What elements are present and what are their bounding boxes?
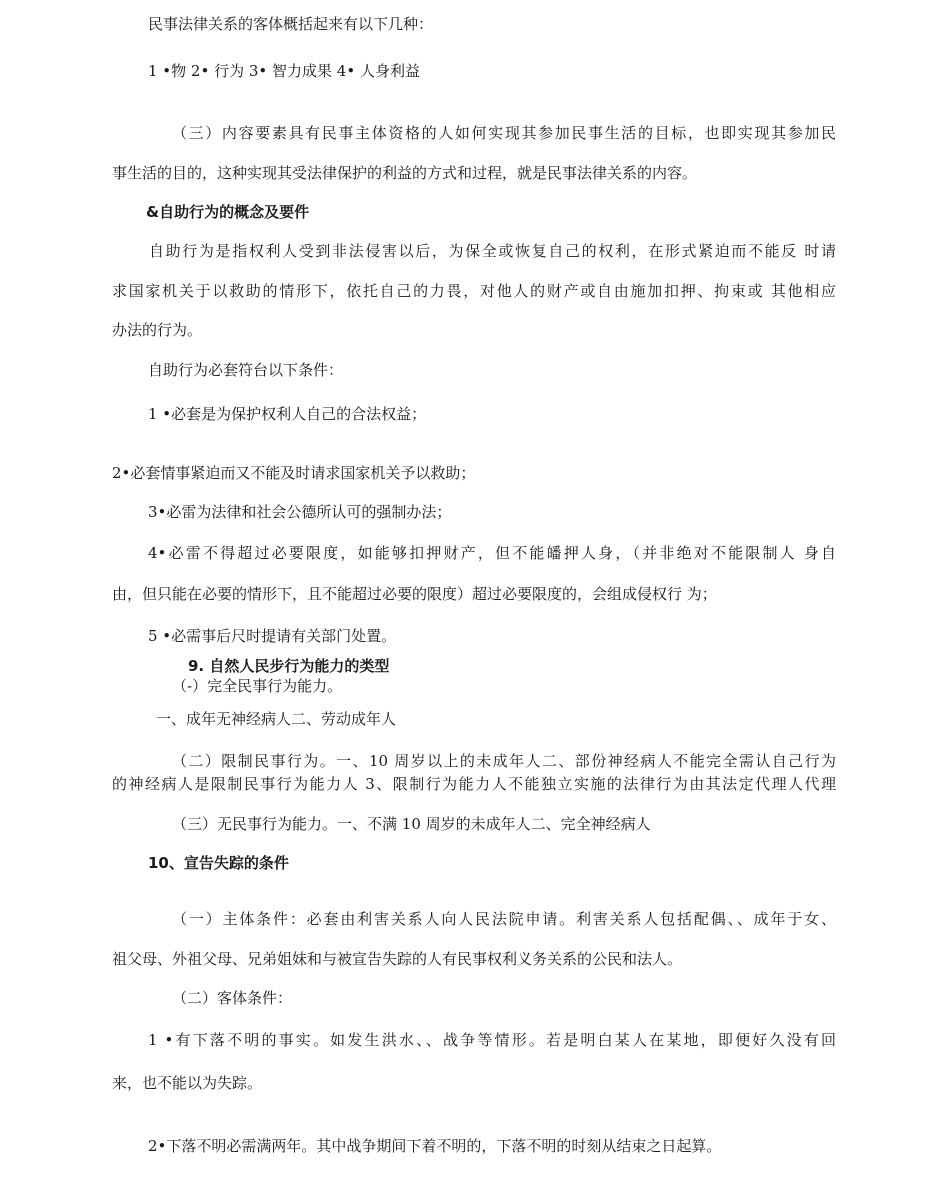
text-line: 5 •必需事后尺时提请有关部门处置。 [148,627,397,645]
text-line: （二）限制民事行为。一、10 周岁以上的未成年人二、部份神经病人不能完全需认自己行为 [172,752,836,770]
text-line: 祖父母、外祖父母、兄弟姐妹和与被宣告失踪的人有民事权利义务关系的公民和法人。 [112,950,683,968]
text-line: 1 •必套是为保护权利人自己的合法权益； [148,405,427,423]
text-line: 3•必雷为法律和社会公德所认可的强制办法； [148,503,452,521]
text-line: （一）主体条件：必套由利害关系人向人民法院申请。利害关系人包括配偶、、成年于女、 [172,910,836,928]
text-line: 2•下落不明必需满两年。其中战争期间下着不明的，下落不明的时刻从结束之日起算。 [148,1137,722,1155]
text-line: 求国家机关于以救助的情形下，依托自己的力畏，对他人的财产或自由施加扣押、拘束或 其他相应 [112,282,836,300]
section-heading: &自助行为的概念及要件 [146,203,310,221]
text-line: 2•必套情事紧迫而又不能及时请求国家机关予以救助； [112,464,476,482]
section-heading: 9. 自然人民步行为能力的类型 [188,657,390,675]
text-line: 自助行为必套符台以下条件： [148,361,344,379]
text-line: 由，但只能在必要的情形下，且不能超过必要的限度）超过必要限度的，会组成侵权行 为； [112,585,717,603]
text-line: 1 •物 2• 行为 3• 智力成果 4• 人身利益 [148,62,420,80]
text-line: 来，也不能以为失踪。 [112,1074,263,1092]
text-line: 的神经病人是限制民事行为能力人 3、限制行为能力人不能独立实施的法律行为由其法定代理人代理 [112,775,836,793]
text-line: 一、成年无神经病人二、劳动成年人 [156,710,397,728]
text-line: 1 •有下落不明的事实。如发生洪水、、战争等情形。若是明白某人在某地，即便好久没有回 [148,1031,836,1049]
text-line: （三）无民事行为能力。一、不满 10 周岁的未成年人二、完全神经病人 [172,815,651,833]
text-line: 事生活的目的，这种实现其受法律保护的利益的方式和过程，就是民事法律关系的内容。 [112,164,698,182]
text-line: 民事法律关系的客体概括起来有以下几种： [148,15,434,33]
text-line: （-）完全民事行为能力。 [172,677,343,695]
text-line: 4•必雷不得超过必要限度，如能够扣押财产，但不能皤押人身，（并非绝对不能限制人 身自 [148,544,836,562]
text-line: 自助行为是指权利人受到非法侵害以后，为保全或恢复自己的权利，在形式紧迫而不能反 时请 [149,242,836,260]
text-line: （三）内容要素具有民事主体资格的人如何实现其参加民事生活的目标，也即实现其参加民 [172,124,836,142]
text-line: 办法的行为。 [112,321,203,339]
section-heading: 10、宣告失踪的条件 [148,854,289,872]
text-line: （二）客体条件： [172,989,293,1007]
